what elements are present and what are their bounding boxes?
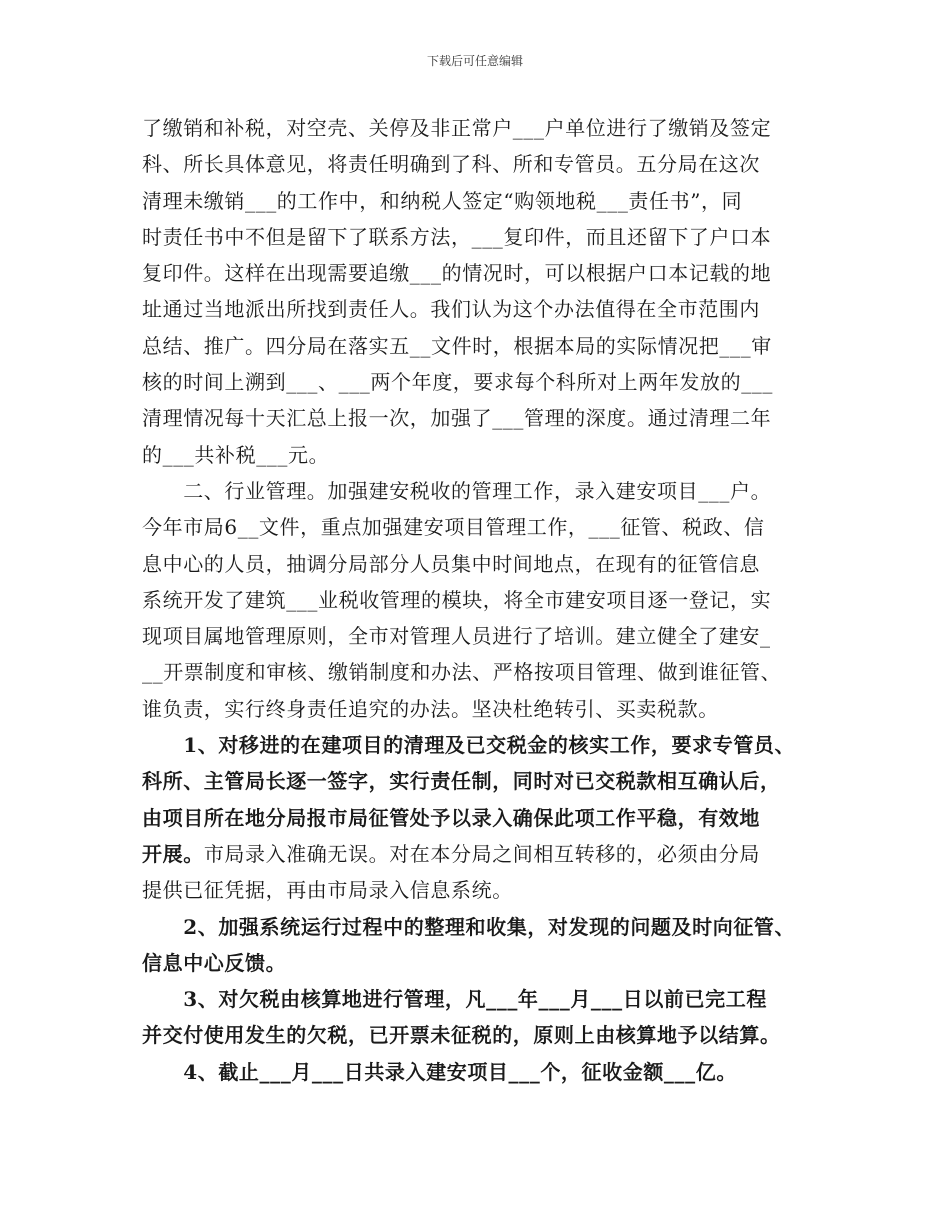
text-line: 二、行业管理。加强建安税收的管理工作，录入建安项目___户。 (142, 478, 772, 503)
text-line: 了缴销和补税，对空壳、关停及非正常户___户单位进行了缴销及签定 (142, 116, 772, 140)
text-line: 由项目所在地分局报市局征管处予以录入确保此项工作平稳，有效地 (142, 805, 760, 830)
paragraph-industry-management (142, 473, 822, 727)
list-item-2 (142, 909, 822, 982)
text-line: 3、对欠税由核算地进行管理，凡___年___月___日以前已完工程 (142, 987, 767, 1012)
paragraph-section1 (142, 110, 822, 473)
text-line: 复印件。这样在出现需要追缴___的情况时，可以根据户口本记载的地 (142, 261, 772, 286)
text-line: 清理未缴销___的工作中，和纳税人签定“购领地税___责任书”，同 (142, 188, 743, 213)
text-line: 科、所长具体意见，将责任明确到了科、所和专管员。五分局在这次 (142, 152, 760, 177)
text-line: 现项目属地管理原则，全市对管理人员进行了培训。建立健全了建安_ (142, 624, 771, 649)
text-line: 系统开发了建筑___业税收管理的模块，将全市建安项目逐一登记，实 (142, 587, 772, 612)
text-line: 1、对移进的在建项目的清理及已交税金的核实工作，要求专管员、 (142, 733, 796, 758)
text-line: 提供已征凭据，再由市局录入信息系统。 (142, 878, 513, 903)
normal-fragment: 市局录入准确无误。对在本分局之间相互转移的，必须由分局 (203, 841, 761, 866)
text-line: 总结、推广。四分局在落实五__文件时，根据本局的实际情况把___审 (142, 333, 772, 358)
text-line (142, 836, 822, 872)
text-line: 谁负责，实行终身责任追究的办法。坚决杜绝转引、买卖税款。 (142, 696, 719, 721)
text-line: 的___共补税___元。 (142, 442, 330, 467)
list-item-4 (142, 1054, 822, 1090)
list-item-3 (142, 981, 822, 1054)
text-line: 息中心的人员，抽调分局部分人员集中时间地点，在现有的征管信息 (142, 551, 760, 576)
page-header: 下载后可任意编辑 (426, 54, 523, 68)
text-line: 4、截止___月___日共录入建安项目___个，征收金额___亿。 (142, 1059, 737, 1084)
text-line: 科所、主管局长逐一签字，实行责任制，同时对已交税款相互确认后， (142, 769, 781, 794)
list-item-1 (142, 727, 822, 908)
text-line: 清理情况每十天汇总上报一次，加强了___管理的深度。通过清理二年 (142, 406, 772, 431)
text-line: 今年市局6__文件，重点加强建安项目管理工作，___征管、税政、信 (142, 515, 765, 540)
text-line: __开票制度和审核、缴销制度和办法、严格按项目管理、做到谁征管、 (142, 660, 782, 685)
text-line: 时责任书中不但是留下了联系方法，___复印件，而且还留下了户口本 (142, 224, 772, 249)
text-line: 核的时间上溯到___、___两个年度，要求每个科所对上两年发放的___ (142, 370, 773, 395)
document-body (142, 110, 822, 1090)
bold-fragment: 开展。 (142, 841, 204, 866)
text-line: 信息中心反馈。 (142, 950, 287, 975)
text-line: 2、加强系统运行过程中的整理和收集，对发现的问题及时向征管、 (142, 914, 796, 939)
text-line: 址通过当地派出所找到责任人。我们认为这个办法值得在全市范围内 (142, 297, 760, 322)
text-line: 并交付使用发生的欠税，已开票未征税的，原则上由核算地予以结算。 (142, 1023, 781, 1048)
